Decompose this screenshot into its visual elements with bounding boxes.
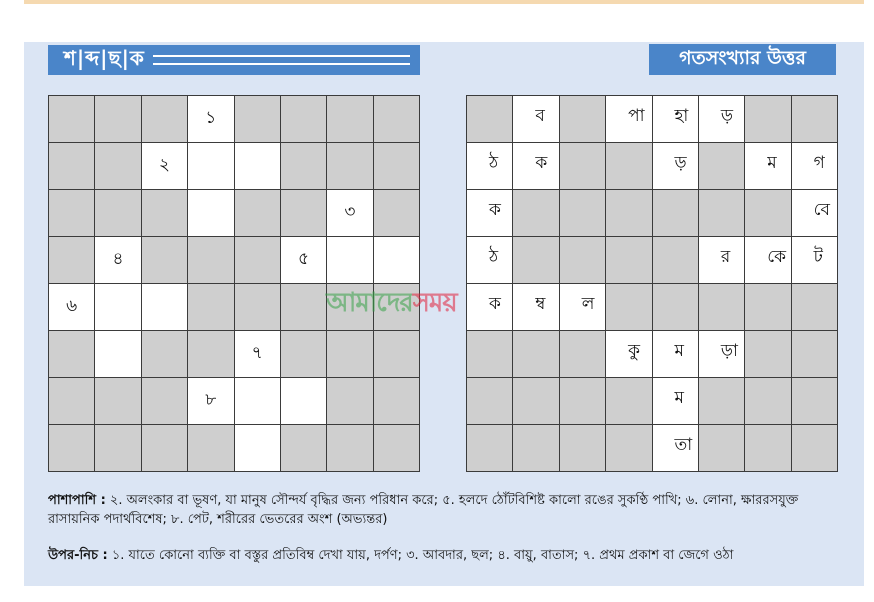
- answer-cell-3-5[interactable]: র: [699, 237, 745, 284]
- watermark-logo: [326, 282, 457, 326]
- answer-cell-4-0[interactable]: ক: [467, 284, 513, 331]
- puzzle-cell-2-3[interactable]: [188, 190, 234, 237]
- answer-cell-2-6: [745, 190, 791, 237]
- answer-cell-1-5: [699, 143, 745, 190]
- puzzle-cell-0-1: [95, 96, 141, 143]
- down-clues: [48, 546, 848, 565]
- answer-cell-5-7: [792, 331, 838, 378]
- answer-cell-0-6: [745, 96, 791, 143]
- answer-cell-4-2[interactable]: ল: [560, 284, 606, 331]
- answer-cell-6-7: [792, 378, 838, 425]
- answer-cell-7-2: [560, 425, 606, 472]
- answer-cell-6-5: [699, 378, 745, 425]
- puzzle-cell-6-5[interactable]: [281, 378, 327, 425]
- watermark-part-b: সময়: [412, 288, 457, 318]
- puzzle-cell-4-5: [281, 284, 327, 331]
- puzzle-cell-2-0: [49, 190, 95, 237]
- answer-cell-7-6: [745, 425, 791, 472]
- answer-cell-3-6[interactable]: কে: [745, 237, 791, 284]
- answer-cell-6-0: [467, 378, 513, 425]
- across-label: পাশাপাশি :: [48, 493, 106, 508]
- answer-cell-5-6: [745, 331, 791, 378]
- puzzle-cell-7-0: [49, 425, 95, 472]
- answer-cell-3-0[interactable]: ঠ: [467, 237, 513, 284]
- puzzle-cell-6-1: [95, 378, 141, 425]
- answer-cell-2-5: [699, 190, 745, 237]
- puzzle-cell-3-2: [142, 237, 188, 284]
- puzzle-cell-2-7: [374, 190, 420, 237]
- puzzle-cell-0-4: [235, 96, 281, 143]
- puzzle-cell-1-6: [327, 143, 373, 190]
- answer-cell-7-3: [606, 425, 652, 472]
- answer-cell-1-2: [560, 143, 606, 190]
- answer-cell-2-7[interactable]: বে: [792, 190, 838, 237]
- puzzle-cell-7-5: [281, 425, 327, 472]
- answer-cell-5-2: [560, 331, 606, 378]
- crossword-title-bar: [48, 45, 420, 75]
- answer-cell-0-0: [467, 96, 513, 143]
- puzzle-cell-2-1: [95, 190, 141, 237]
- puzzle-cell-3-7[interactable]: [374, 237, 420, 284]
- puzzle-cell-5-0: [49, 331, 95, 378]
- puzzle-cell-6-4[interactable]: [235, 378, 281, 425]
- answer-cell-1-7[interactable]: গ: [792, 143, 838, 190]
- answer-cell-0-2: [560, 96, 606, 143]
- answer-cell-5-1: [513, 331, 559, 378]
- down-text: ১. যাতে কোনো ব্যক্তি বা বস্তুর প্রতিবিম্ব দেখা যায়, দর্পণ; ৩. আবদার, ছল; ৪. বায়ু, বাতাস; ৭. প্রথম প্রকাশ বা জেগে ওঠা: [107, 548, 734, 563]
- answer-cell-1-6[interactable]: ম: [745, 143, 791, 190]
- puzzle-cell-6-7: [374, 378, 420, 425]
- answer-cell-1-1[interactable]: ক: [513, 143, 559, 190]
- answer-cell-0-7: [792, 96, 838, 143]
- puzzle-cell-1-5: [281, 143, 327, 190]
- puzzle-cell-0-2: [142, 96, 188, 143]
- answer-cell-4-4: [653, 284, 699, 331]
- puzzle-cell-0-6: [327, 96, 373, 143]
- answer-cell-5-5[interactable]: ড়া: [699, 331, 745, 378]
- previous-answer-title: গতসংখ্যার উত্তর: [649, 44, 836, 75]
- answer-cell-2-2: [560, 190, 606, 237]
- puzzle-cell-7-1: [95, 425, 141, 472]
- crossword-title: শ|ব্দ|ছ|ক: [64, 45, 145, 70]
- answer-cell-3-1: [513, 237, 559, 284]
- answer-cell-4-1[interactable]: ম্ব: [513, 284, 559, 331]
- puzzle-cell-7-6: [327, 425, 373, 472]
- puzzle-cell-5-1[interactable]: [95, 331, 141, 378]
- across-clues: [48, 491, 848, 529]
- answer-cell-7-0: [467, 425, 513, 472]
- puzzle-cell-7-2: [142, 425, 188, 472]
- answer-cell-4-7: [792, 284, 838, 331]
- puzzle-cell-0-7: [374, 96, 420, 143]
- puzzle-cell-3-6[interactable]: [327, 237, 373, 284]
- puzzle-cell-1-2[interactable]: ২: [142, 143, 188, 190]
- puzzle-cell-3-3: [188, 237, 234, 284]
- answer-cell-1-4[interactable]: ড়: [653, 143, 699, 190]
- puzzle-cell-1-7: [374, 143, 420, 190]
- puzzle-cell-4-4: [235, 284, 281, 331]
- puzzle-cell-7-7: [374, 425, 420, 472]
- answer-cell-2-0[interactable]: ক: [467, 190, 513, 237]
- puzzle-cell-4-1[interactable]: [95, 284, 141, 331]
- puzzle-cell-1-1: [95, 143, 141, 190]
- answer-cell-7-7: [792, 425, 838, 472]
- answer-cell-0-4[interactable]: হা: [653, 96, 699, 143]
- answer-cell-6-1: [513, 378, 559, 425]
- across-text: ২. অলংকার বা ভূষণ, যা মানুষ সৌন্দর্য বৃদ্ধির জন্য পরিধান করে; ৫. হলদে ঠোঁটবিশিষ্ট কালো রঙের সুকণ্ঠি পাখি; ৬. লোনা, ক্ষাররসযুক্ত রাসায়নিক পদার্থবিশেষ; ৮. পেট, শরীরের ভেতরের অংশ (অভ্যন্তর): [48, 493, 799, 527]
- answer-grid: [466, 95, 838, 472]
- puzzle-cell-1-0: [49, 143, 95, 190]
- top-accent-bar: [24, 0, 864, 4]
- answer-cell-1-3: [606, 143, 652, 190]
- puzzle-cell-7-4[interactable]: [235, 425, 281, 472]
- answer-cell-7-1: [513, 425, 559, 472]
- puzzle-cell-0-0: [49, 96, 95, 143]
- puzzle-cell-6-6: [327, 378, 373, 425]
- puzzle-cell-5-4[interactable]: ৭: [235, 331, 281, 378]
- answer-cell-1-0[interactable]: ঠ: [467, 143, 513, 190]
- puzzle-cell-3-5[interactable]: ৫: [281, 237, 327, 284]
- puzzle-cell-7-3: [188, 425, 234, 472]
- puzzle-cell-5-6: [327, 331, 373, 378]
- answer-cell-5-4[interactable]: ম: [653, 331, 699, 378]
- answer-cell-3-3: [606, 237, 652, 284]
- answer-cell-0-1[interactable]: ব: [513, 96, 559, 143]
- answer-cell-3-7[interactable]: ট: [792, 237, 838, 284]
- answer-cell-2-4: [653, 190, 699, 237]
- answer-cell-4-5: [699, 284, 745, 331]
- title-decorative-lines: [153, 55, 410, 65]
- watermark-part-a: আমাদের: [326, 288, 413, 318]
- answer-cell-6-6: [745, 378, 791, 425]
- answer-cell-7-5: [699, 425, 745, 472]
- answer-cell-5-3[interactable]: কু: [606, 331, 652, 378]
- answer-cell-0-5[interactable]: ড়: [699, 96, 745, 143]
- puzzle-cell-1-3[interactable]: [188, 143, 234, 190]
- answer-cell-6-4[interactable]: ম: [653, 378, 699, 425]
- puzzle-cell-3-0: [49, 237, 95, 284]
- puzzle-cell-2-2: [142, 190, 188, 237]
- puzzle-cell-3-4: [235, 237, 281, 284]
- puzzle-cell-5-2: [142, 331, 188, 378]
- answer-cell-5-0: [467, 331, 513, 378]
- puzzle-cell-6-0: [49, 378, 95, 425]
- puzzle-cell-0-5: [281, 96, 327, 143]
- down-label: উপর-নিচ :: [48, 548, 108, 563]
- answer-cell-6-3: [606, 378, 652, 425]
- answer-cell-4-6: [745, 284, 791, 331]
- answer-cell-3-4: [653, 237, 699, 284]
- answer-cell-4-3: [606, 284, 652, 331]
- puzzle-cell-3-1[interactable]: ৪: [95, 237, 141, 284]
- puzzle-cell-5-5: [281, 331, 327, 378]
- puzzle-cell-2-5: [281, 190, 327, 237]
- puzzle-cell-2-6[interactable]: ৩: [327, 190, 373, 237]
- puzzle-cell-6-3[interactable]: ৮: [188, 378, 234, 425]
- answer-cell-7-4[interactable]: তা: [653, 425, 699, 472]
- puzzle-cell-6-2: [142, 378, 188, 425]
- puzzle-cell-1-4[interactable]: [235, 143, 281, 190]
- answer-cell-6-2: [560, 378, 606, 425]
- puzzle-cell-2-4: [235, 190, 281, 237]
- puzzle-cell-0-3[interactable]: ১: [188, 96, 234, 143]
- answer-cell-0-3[interactable]: পা: [606, 96, 652, 143]
- puzzle-cell-4-0[interactable]: ৬: [49, 284, 95, 331]
- puzzle-cell-5-3: [188, 331, 234, 378]
- puzzle-cell-5-7: [374, 331, 420, 378]
- answer-cell-2-1: [513, 190, 559, 237]
- puzzle-cell-4-2[interactable]: [142, 284, 188, 331]
- answer-cell-3-2: [560, 237, 606, 284]
- puzzle-cell-4-3: [188, 284, 234, 331]
- answer-cell-2-3: [606, 190, 652, 237]
